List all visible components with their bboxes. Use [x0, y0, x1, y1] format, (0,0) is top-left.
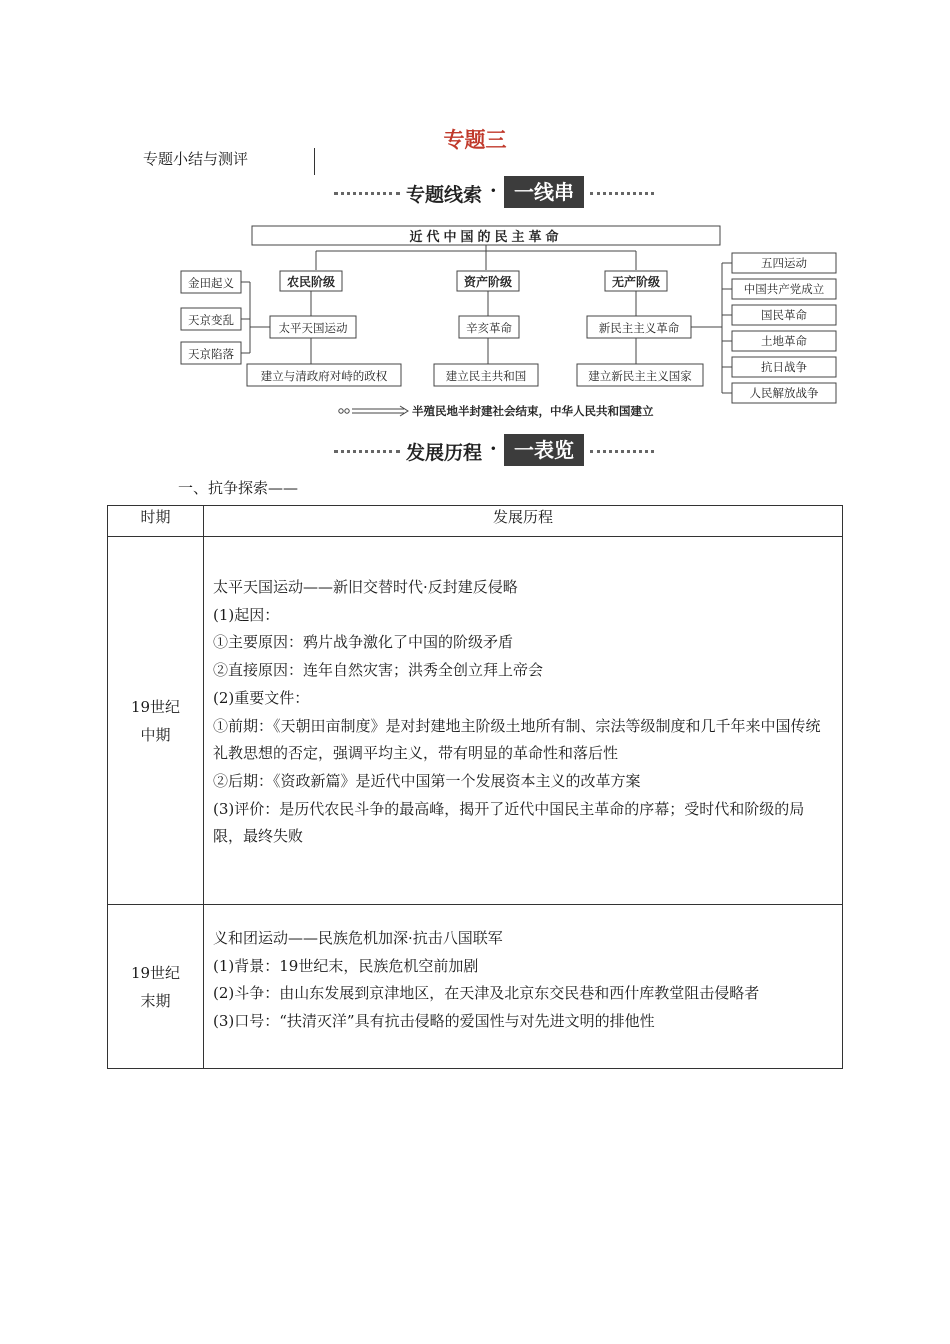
course-line: (1)起因：: [213, 605, 280, 624]
course-line-title: 义和团运动——民族危机加深·抗击八国联军: [213, 929, 503, 947]
diagram-left-event-2: 天京变乱: [188, 313, 234, 327]
course-line-title: 太平天国运动——新旧交替时代·反封建反侵略: [213, 578, 518, 596]
diagram-left-event-1: 金田起义: [188, 276, 234, 290]
header-course: 发展历程: [204, 506, 843, 537]
diagram-right-event-4: 土地革命: [761, 334, 807, 348]
diagram-right-event-6: 人民解放战争: [749, 386, 819, 400]
diagram-root-label: 近代中国的民主革命: [409, 230, 563, 245]
diagram-movement-label-2: 辛亥革命: [466, 321, 512, 335]
diagram-right-event-1: 五四运动: [761, 256, 807, 270]
period-line: 19世纪: [130, 697, 181, 716]
banner-dots-left: [334, 450, 400, 453]
table-row: [108, 537, 843, 905]
course-line: (3)评价：是历代农民斗争的最高峰，揭开了近代中国民主革命的序幕；受时代和阶级的局限，最终失败: [213, 799, 805, 846]
diagram-right-event-5: 抗日战争: [761, 360, 807, 374]
course-line: ②直接原因：连年自然灾害；洪秀全创立拜上帝会: [213, 661, 544, 680]
timeline-table: [107, 505, 843, 1069]
course-line: (1)背景：19世纪末，民族危机空前加剧: [213, 956, 479, 975]
course-line: ②后期：《资政新篇》是近代中国第一个发展资本主义的改革方案: [213, 771, 641, 790]
diagram-result-label-3: 建立新民主主义国家: [588, 369, 692, 383]
cursor-divider: [314, 148, 315, 175]
table-row: [108, 905, 843, 1069]
diagram-class-label-3: 无产阶级: [611, 275, 661, 289]
diagram-right-event-3: 国民革命: [761, 308, 807, 322]
course-line: ①前期：《天朝田亩制度》是对封建地主阶级土地所有制、宗法等级制度和几千年来中国传统礼教思想的否定，强调平均主义，带有明显的革命性和落后性: [213, 716, 821, 763]
diagram-result-label-2: 建立民主共和国: [445, 369, 527, 383]
course-line: (2)重要文件：: [213, 688, 310, 707]
course-line: ①主要原因：鸦片战争激化了中国的阶级矛盾: [213, 633, 514, 652]
diagram-footer-text: 半殖民地半封建社会结束，中华人民共和国建立: [412, 404, 654, 418]
banner-course-highlight: 一表览: [504, 434, 584, 466]
banner-clue-highlight: 一线串: [504, 176, 584, 208]
course-line: (3)口号：“扶清灭洋”具有抗击侵略的爱国性与对先进文明的排他性: [213, 1012, 655, 1031]
period-line: 中期: [140, 725, 171, 744]
banner-dots-right: [590, 192, 654, 195]
banner-clue-separator: ·: [490, 180, 497, 202]
course-line: (2)斗争：由山东发展到京津地区，在天津及北京东交民巷和西什库教堂阻击侵略者: [213, 984, 760, 1003]
banner-clue: [330, 176, 658, 212]
header-period: 时期: [108, 506, 204, 537]
banner-course: [330, 434, 658, 470]
diagram-class-label-2: 资产阶级: [463, 275, 513, 289]
diagram-class-label-1: 农民阶级: [286, 275, 336, 289]
section-heading: 一、抗争探索——: [178, 479, 299, 497]
diagram-right-event-2: 中国共产党成立: [743, 282, 825, 296]
table-header-row: [108, 506, 843, 537]
revolution-diagram: [170, 218, 850, 428]
banner-course-text: 发展历程: [406, 442, 483, 464]
diagram-left-event-3: 天京陷落: [188, 347, 234, 361]
period-cell: [108, 537, 204, 905]
period-line: 19世纪: [130, 963, 181, 982]
document-subtitle: 专题小结与测评: [143, 150, 249, 168]
course-cell: [204, 905, 843, 1069]
document-title: 专题三: [443, 128, 507, 152]
course-cell: [204, 537, 843, 905]
diagram-movement-label-1: 太平天国运动: [278, 321, 348, 335]
period-cell: [108, 905, 204, 1069]
diagram-result-label-1: 建立与清政府对峙的政权: [260, 369, 388, 383]
banner-course-separator: ·: [490, 438, 497, 460]
banner-dots-left: [334, 192, 400, 195]
period-line: 末期: [140, 991, 171, 1010]
diagram-movement-label-3: 新民主主义革命: [598, 321, 680, 335]
banner-clue-text: 专题线索: [406, 184, 483, 206]
banner-dots-right: [590, 450, 654, 453]
